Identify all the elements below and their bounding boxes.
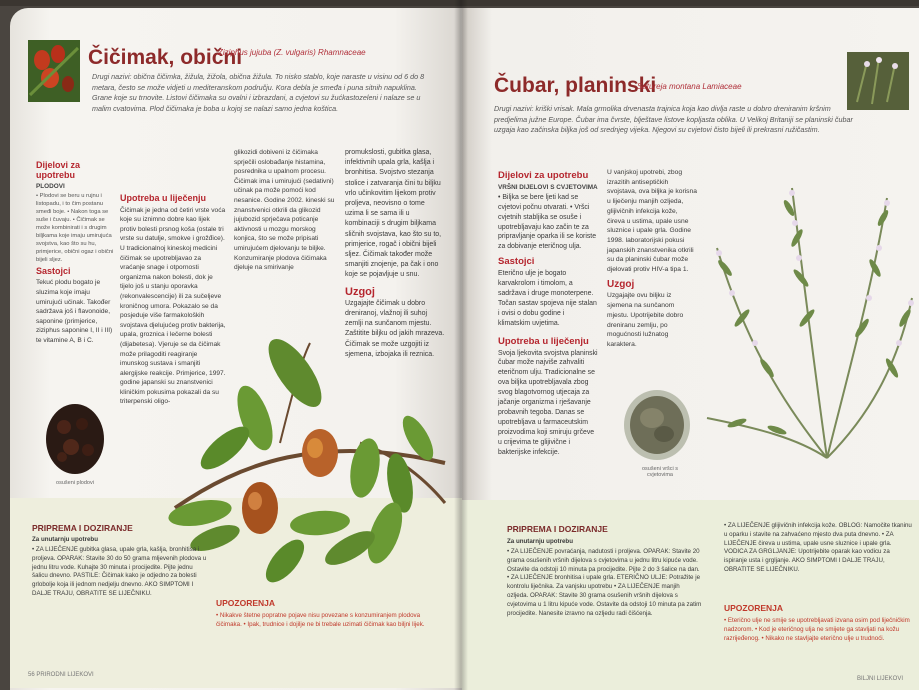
preparation-heading: PRIPREMA I DOZIRANJE [507,524,608,534]
ingredients-text: Tekuć plodu bogato je sluzima koje imaju umirujući učinak. Također sadržava još i flavonoide, saponine (primjerice, ziziphus saponine I, II i III) te vitamine A, B i C. [36,279,113,344]
heading-treatment: Upotreba u liječenju [498,335,589,347]
treatment-text: Svoja ljekovita svojstva planinski čubar može najviše zahvaliti eteričnom ulju. Tradicionalne se ova biljka upotrebljavala zbog svog blagotvornog utjecaja za jačanje organizma i rješavanje probavnih tegoba. Danas se upotrebljava u farmaceutskim proizvodima koji smiruju grčeve u crijevima te glijivične i bakterijske infekcije. [498,349,598,456]
cultivation-text: Uzgajajte čičimak u dobro dreniranoj, vlažnoj ili suhoj zemlji na sunčanom mjestu. Zaštitite biljku od jakih mrazeva. Čičimak se može uzgojiti iz sjemena, izbojaka ili reznica. [345,299,445,358]
column-parts [36,158,116,346]
dried-herb-photo [622,388,692,462]
heading-cultivation: Uzgoj [345,285,375,298]
latin-name: Satureja montana Lamiaceae [637,82,742,91]
savory-plant-illustration [697,168,919,468]
preparation-text: • ZA LIJEČENJE gubitka glasa, upale grla, kašlja, bronhitisa i proljeva. OPARAK: Stavite 30 do 50 grama mljevenih plodova u jednu litru vode. Kuhajte 30 minuta i procijedite. Pijte jednu šalicu dnevno. PASTILE: Čičimak kako je odjedno za bolesti grlobolje koja ili jednom nedjelju dnevno. AKO SIMPTOMI I DALJE TRAJU, OBRATITE SE LIJEČNIKU. [32,546,207,597]
column-parts [498,168,598,457]
dried-fruit-photo [44,402,106,476]
jujube-thumbnail-photo [28,40,80,102]
left-page [10,8,462,690]
column-external [607,168,697,350]
preparation-subheading: Za unutarnju upotrebu [32,536,98,543]
preparation-text: • ZA LIJEČENJE povraćanja, nadutosti i proljeva. OPARAK: Stavite 20 grama osušenih vršnih dijelova s cvjetovima u jednu litru kipuće vode. Ostavite da odstoji 10 minuta pa procijedite. Pijte 2 do 3 šalice na dan. • ZA LIJEČENJE bronhitisa i upale grla. ETERIČNO ULJE: Potražite je kontrolu liječnika. Za vanjsku upotrebu • ZA LIJEČENJE manjih ozljeda. OPARAK: Stavite 30 grama osušenih vršnih dijelova s cvjetovima u 1 litru kipuće vode. Ostavite da odstoji 10 minuta pa zatim procijedite. Nanesite izravno na ozljedu radi čišćenja. [507,548,702,617]
heading-cultivation: Uzgoj [607,278,635,290]
cultivation-text: Uzgajajte ovu biljku iz sjemena na sunčanom mjestu. Upotrijebite dobro dreniranu zemlju, po mogućnosti lužnatog karaktera. [607,292,684,348]
book-spine-shadow [454,0,468,690]
subheading-parts: PLODOVI [36,183,65,191]
heading-treatment: Upotreba u liječenju [120,193,207,203]
preparation-subheading: Za unutarnju upotrebu [507,538,573,545]
treatment-text-cont: glikozidi dobiveni iz čičimaka sprječili oslobađanje histamina, posrednika u upalnom procesu. Čičimak ima i umirujući (sedativni) učinak pa može pomoći kod nesanice. Godine 2002. kineski su znanstvenici otkrili da glikozid jujubozid sprječava poticanje aktivnosti u mozgu morskog konjica, što se može pripisati umirujućem djelovanju te biljke. Konzumiranje plodova čičimaka djeluje na smirivanje [234,149,335,272]
latin-name: Ziziphus jujuba (Z. vulgaris) Rhamnaceae [218,48,366,57]
heading-ingredients: Sastojci [36,265,71,276]
subheading-parts: VRŠNI DIJELOVI S CVJETOVIMA [498,183,598,191]
preparation-text-cont: • ZA LIJEČENJE glijivičnih infekcija kože. OBLOG: Namočite tkaninu u oparku i stavite na zahvaćeno mjesto dva puta dnevno. • ZA LIJEČENJE čireva u ustima, upale usne sluznice i upale grla. VODICA ZA GRGLJANJE: Upotrijebite oparak kao vodicu za ispiranje usta i grgljanje. AKO SIMPTOMI I DALJE TRAJU, OBRATITE SE LIJEČNIKU. [724,522,912,573]
caption-dried-fruit: osušeni plodovi [56,480,94,486]
savory-thumbnail-photo [847,52,909,110]
right-page [462,8,919,690]
treatment-text-end: promukslosti, gubitka glasa, infektivnih upala grla, kašlja i bronhitisa. Svojstvo stezanja stolice i zatvaranja čini tu biljku vrlo učinkovitim lijekom protiv proljeva, neovisno o tome uzima li se sama ili u kombinaciji s drugim biljkama sličnih svojstava, kao što su to, primjerice, rogač i obični bijeli sljez. Čičimak također može smanjiti znojenje, pa čak i ono koje se pojavljuje u snu. [345,149,442,279]
intro-text: Drugi nazivi: obična čičimka, žižula, žižola, obična žižula. To nisko stablo, koje naraste u visinu od 6 do 8 metara, često se može vidjeti u mediteranskom području. Kora debla je smeđa i puna sitnih napuklina. Grane koje su trnovite. Listovi čičimaka su ovalni i izbrazdani, a cvjetovi su žućkastozeleni i nalaze se u malim cvatovima. Plod čičimaka je boba u kojoj se nalazi samo jedna koštica. [92,72,425,113]
page-title: Čičimak, obični [88,46,243,69]
parts-text: • Plodovi se beru u rujnu i listopadu, i to čim postanu smeđi boje. • Nakon toga se suše i čuvaju. • Čičimak se može kombinirati i s drugim biljkama koje imaju umirujuća svojstva, kao što su hu, primjerice, obični ogaz i obični bijeli sljez. [36,192,114,263]
external-use-text: U vanjskoj upotrebi, zbog izrazitih antiseptičkih svojstava, ova biljka je korisna u liječenju manjih ozljeda, glijivičnih infekcija kože, čireva u ustima, upale usne sluznice i upale grla. Godine 1998. laboratorijski pokusi japanskih znanstvenika otkrili su da planinski čubar može djelovati protiv HIV-a tipa 1. [607,169,697,274]
heading-parts: Dijelovi za upotrebu [36,160,81,180]
warnings-heading: UPOZORENJA [724,603,784,613]
page-folio-left: 56 PRIRODNI LIJEKOVI [28,672,94,678]
intro-text: Drugi nazivi: kriški vrisak. Mala grmolika drvenasta trajnica koja kao divlja raste u dobro dreniranim kršnim predjelima južne Europe. Čubar ima čvrste, blještave listove kopljasta oblika. U Velikoj Britaniji se planinski čubar uzgaja kao začinska biljka još od srednjeg vijeka. Njegovi su cvjetovi čisto bijeli ili prekrasni ružičastim. [494,104,853,134]
heading-parts: Dijelovi za upotrebu [498,170,589,181]
preparation-heading: PRIPREMA I DOZIRANJE [32,523,133,533]
page-title: Čubar, planinski [494,74,657,97]
treatment-text: Čičimak je jedna od četiri vrste voća koje su iznimno dobre kao lijek protiv bolesti prsnog koša (ostale tri vrste su datulje, smokve i grožđice). U tradicionalnoj kineskoj medicini čičimak se upotrebljavao za vraćanje snage i otpornosti organizma nakon bolesti, dok je tijelo još u stanju oporavka (rekonvalescencije) ili za sučeljeve kroničnog umora. Pokazalo se da posjeduje više farmakoloških svojstava djelujućeg protiv bakterija, upala, groznica i lečerne bolesti (dijabetesa). Vjeruje se da čičimak može prilagoditi reagiranje imunskog sustava i smanjiti alergijske reakcije. Primjerice, 1997. godine japanski su znanstvenici kliničkim pokusima pokazali da su triterpenski oligo- [120,206,226,406]
ingredients-text: Eterično ulje je bogato karvakrolom i timolom, a sadržava i druge monoterpene. Točan sastav spojeva nije stalan i ovisi o dobu godine i klimatskim uvjetima. [498,270,597,327]
column-treatment-cont [234,148,338,273]
caption-dried-herb: osušeni vršci s cvjetovima [641,466,679,478]
warnings-text: • Nikakve štetne popratne pojave nisu povezane s konzumiranjem plodova čičimaka. • Ipak, trudnice i dojilje ne bi trebale uzimati čičimak kao biljni lijek. [216,612,425,628]
parts-text: • Biljka se bere ljeti kad se cvjetovi počnu otvarati. • Vršci cvjetnih stabljika se osuše i upotrebljavaju kao začin te za pripravljanje oparka ili se koriste za dobivanje eteričnog ulja. [498,193,597,251]
warnings-heading: UPOZORENJA [216,598,276,608]
heading-ingredients: Sastojci [498,256,535,268]
page-folio-right: BILJNI LIJEKOVI [857,676,904,682]
warnings-text: • Eterično ulje ne smije se upotrebljavati izvana osim pod liječničkim nadzorom. • Kod je eteričnog ulja ne smijete ga stavljati na kožu razrijeđenog. • Nikako ne stavljajte eterično ulje u trudnoći. [724,617,910,642]
